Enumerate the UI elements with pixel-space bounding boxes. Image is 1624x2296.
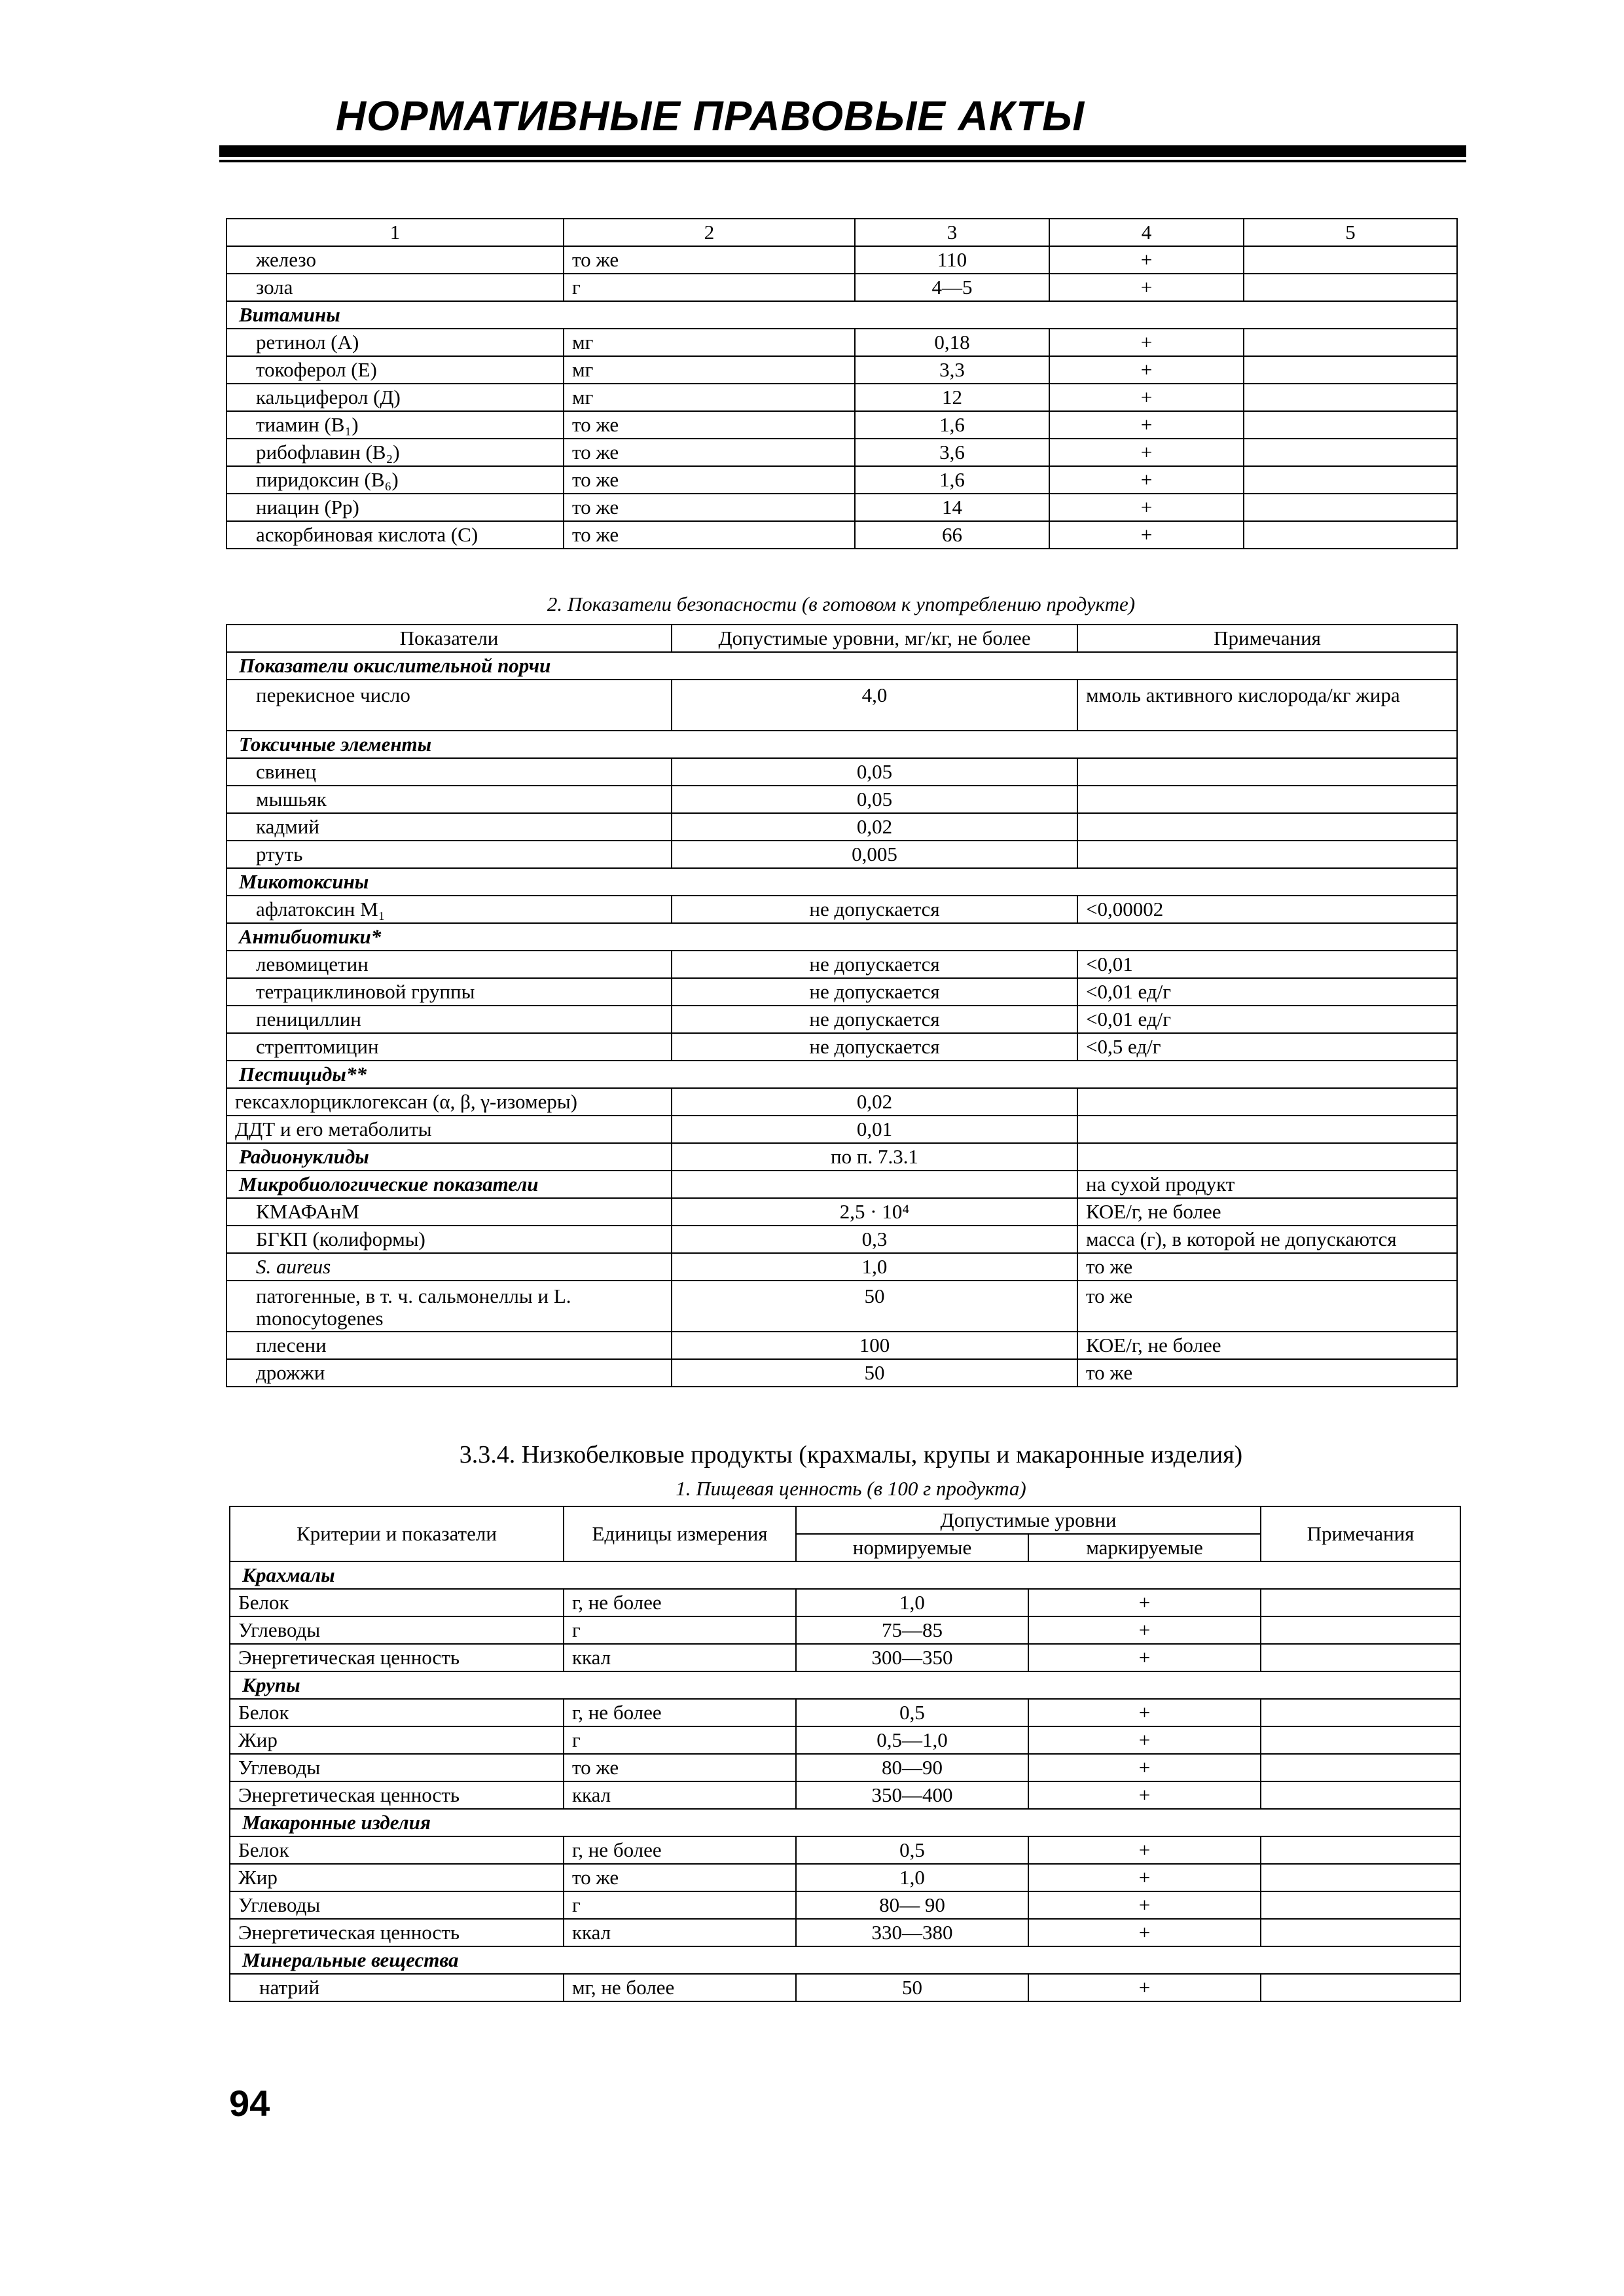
table-row <box>226 384 1457 411</box>
table-cell: + <box>1028 1726 1261 1754</box>
row-label-cell: зола <box>226 274 564 301</box>
row-label-cell: Углеводы <box>230 1616 564 1644</box>
section-label: Минеральные вещества <box>230 1946 1460 1974</box>
table-section-row <box>226 301 1457 329</box>
table-cell: то же <box>564 521 855 549</box>
table-cell <box>1261 1919 1460 1946</box>
table-cell: г <box>564 1616 796 1644</box>
nutrition-table-caption: 1. Пищевая ценность (в 100 г продукта) <box>676 1477 1026 1500</box>
section-title-3-3-4: 3.3.4. Низкобелковые продукты (крахмалы, крупы и макаронные изделия) <box>459 1441 1243 1468</box>
table-cell: то же <box>564 1754 796 1781</box>
table-cell: 12 <box>855 384 1049 411</box>
table-cell: 0,3 <box>672 1226 1077 1253</box>
table-cell: + <box>1028 1836 1261 1864</box>
table-cell: не допускается <box>672 978 1077 1006</box>
row-label-cell: Углеводы <box>230 1891 564 1919</box>
table-cell: 330—380 <box>796 1919 1028 1946</box>
column-header: 3 <box>855 219 1049 246</box>
table-cell: КОЕ/г, не более <box>1077 1332 1457 1359</box>
table-cell: 50 <box>672 1281 1077 1332</box>
table-cell: 50 <box>796 1974 1028 2001</box>
page-number: 94 <box>229 2083 270 2124</box>
table-header-row <box>230 1506 1460 1534</box>
table-cell: 1,6 <box>855 466 1049 494</box>
section-label: Витамины <box>226 301 1457 329</box>
table-cell: мг <box>564 356 855 384</box>
section-label: Токсичные элементы <box>226 731 1457 758</box>
table-cell: 110 <box>855 246 1049 274</box>
table-cell <box>672 1171 1077 1198</box>
table-cell <box>1077 1116 1457 1143</box>
table-section-row <box>226 731 1457 758</box>
table-row <box>226 841 1457 868</box>
table-cell <box>1261 1616 1460 1644</box>
table-row <box>226 896 1457 923</box>
row-label-cell: перекисное число <box>226 680 672 731</box>
table-cell <box>1077 786 1457 813</box>
table-cell: + <box>1049 329 1244 356</box>
table-row <box>226 356 1457 384</box>
column-header-units: Единицы измерения <box>564 1506 796 1561</box>
table-cell: + <box>1028 1891 1261 1919</box>
row-label-cell: ДДТ и его метаболиты <box>226 1116 672 1143</box>
table-cell: 0,18 <box>855 329 1049 356</box>
header-rule-thin <box>219 160 1466 162</box>
row-label-cell: тиамин (B₁) <box>226 411 564 439</box>
table-row <box>226 1143 1457 1171</box>
section-label: Макаронные изделия <box>230 1809 1460 1836</box>
row-label-cell: железо <box>226 246 564 274</box>
table-section-row <box>230 1809 1460 1836</box>
table-cell <box>1261 1781 1460 1809</box>
table-cell: г, не более <box>564 1699 796 1726</box>
table-row <box>226 813 1457 841</box>
table-cell: 14 <box>855 494 1049 521</box>
table-cell: ккал <box>564 1781 796 1809</box>
table-row <box>230 1891 1460 1919</box>
table-cell: + <box>1028 1644 1261 1671</box>
table-row <box>230 1974 1460 2001</box>
table-cell: то же <box>564 439 855 466</box>
row-label-cell: Энергетическая ценность <box>230 1644 564 1671</box>
table-section-row <box>226 923 1457 951</box>
section-label: Показатели окислительной порчи <box>226 652 1457 680</box>
table-row <box>226 521 1457 549</box>
table-cell: не допускается <box>672 1006 1077 1033</box>
table-cell: г <box>564 1891 796 1919</box>
column-header: 1 <box>226 219 564 246</box>
table-cell: + <box>1049 384 1244 411</box>
table-cell: ммоль активного кислорода/кг жира <box>1077 680 1457 731</box>
table-section-row <box>226 652 1457 680</box>
row-label-cell: КМАФАнМ <box>226 1198 672 1226</box>
table-cell: на сухой продукт <box>1077 1171 1457 1198</box>
table-row <box>230 1644 1460 1671</box>
table-cell: то же <box>1077 1281 1457 1332</box>
row-label-cell: свинец <box>226 758 672 786</box>
table-cell: 1,0 <box>672 1253 1077 1281</box>
table-cell <box>1244 356 1457 384</box>
column-header-criteria: Критерии и показатели <box>230 1506 564 1561</box>
table-cell: 80— 90 <box>796 1891 1028 1919</box>
section-label: Пестициды** <box>226 1061 1457 1088</box>
table-cell <box>1261 1726 1460 1754</box>
table-cell <box>1261 1891 1460 1919</box>
table-cell <box>1077 1143 1457 1171</box>
table-cell: 75—85 <box>796 1616 1028 1644</box>
table-row <box>230 1864 1460 1891</box>
table-cell <box>1261 1644 1460 1671</box>
table-cell: то же <box>564 466 855 494</box>
column-header: 5 <box>1244 219 1457 246</box>
row-label-cell: кальциферол (Д) <box>226 384 564 411</box>
table-row <box>230 1781 1460 1809</box>
table-cell <box>1244 384 1457 411</box>
table-cell: 0,5—1,0 <box>796 1726 1028 1754</box>
table-row <box>226 680 1457 731</box>
table-cell <box>1261 1864 1460 1891</box>
table-cell: + <box>1028 1754 1261 1781</box>
table-cell <box>1244 411 1457 439</box>
table-cell: 2,5 · 10⁴ <box>672 1198 1077 1226</box>
table-row <box>226 951 1457 978</box>
table-row <box>230 1919 1460 1946</box>
table-cell: то же <box>564 1864 796 1891</box>
table-row <box>226 329 1457 356</box>
row-label-cell: левомицетин <box>226 951 672 978</box>
table-cell: не допускается <box>672 896 1077 923</box>
table-cell: 0,5 <box>796 1699 1028 1726</box>
table-cell: 300—350 <box>796 1644 1028 1671</box>
table-row <box>226 466 1457 494</box>
section-label: Антибиотики* <box>226 923 1457 951</box>
table-cell <box>1261 1699 1460 1726</box>
table-cell <box>1077 841 1457 868</box>
table-cell: 0,05 <box>672 786 1077 813</box>
row-label-cell: стрептомицин <box>226 1033 672 1061</box>
table-cell: <0,01 ед/г <box>1077 978 1457 1006</box>
table-cell: 1,6 <box>855 411 1049 439</box>
column-header: Показатели <box>226 625 672 652</box>
table-header-row <box>226 219 1457 246</box>
table-row <box>226 786 1457 813</box>
table-row <box>226 978 1457 1006</box>
table-row <box>226 274 1457 301</box>
table-row <box>226 1116 1457 1143</box>
row-label-cell: кадмий <box>226 813 672 841</box>
table-cell: ккал <box>564 1644 796 1671</box>
table-row <box>226 1033 1457 1061</box>
safety-indicators-table <box>226 624 1458 1387</box>
table-cell: + <box>1028 1616 1261 1644</box>
row-label-cell: мышьяк <box>226 786 672 813</box>
column-header-labeled: маркируемые <box>1028 1534 1261 1561</box>
table-section-row <box>230 1946 1460 1974</box>
table-cell: то же <box>1077 1253 1457 1281</box>
row-label-cell: ртуть <box>226 841 672 868</box>
table-cell: 0,01 <box>672 1116 1077 1143</box>
table-row <box>226 1332 1457 1359</box>
table-cell: <0,01 <box>1077 951 1457 978</box>
table-cell: <0,5 ед/г <box>1077 1033 1457 1061</box>
table-cell: г <box>564 274 855 301</box>
table-section-row <box>226 868 1457 896</box>
table-cell: + <box>1028 1864 1261 1891</box>
row-label-cell: Углеводы <box>230 1754 564 1781</box>
table-cell: + <box>1049 274 1244 301</box>
table-cell: 66 <box>855 521 1049 549</box>
table-row <box>226 439 1457 466</box>
table-cell: + <box>1049 246 1244 274</box>
table-cell <box>1077 1088 1457 1116</box>
table-cell: 4,0 <box>672 680 1077 731</box>
table-cell <box>1261 1754 1460 1781</box>
table-cell: + <box>1028 1699 1261 1726</box>
table-section-row <box>230 1671 1460 1699</box>
row-label-cell: аскорбиновая кислота (С) <box>226 521 564 549</box>
table-row <box>226 1198 1457 1226</box>
table-cell <box>1261 1589 1460 1616</box>
row-label-cell: натрий <box>230 1974 564 2001</box>
row-label-cell: афлатоксин M₁ <box>226 896 672 923</box>
header-rule <box>219 145 1466 157</box>
table-row <box>226 1226 1457 1253</box>
row-label-cell: рибофлавин (B₂) <box>226 439 564 466</box>
table-cell: 1,0 <box>796 1589 1028 1616</box>
column-header-levels: Допустимые уровни <box>796 1506 1261 1534</box>
section-label: Микотоксины <box>226 868 1457 896</box>
table-cell: 0,05 <box>672 758 1077 786</box>
table-row <box>226 1359 1457 1387</box>
table-row <box>226 1006 1457 1033</box>
table-row <box>230 1589 1460 1616</box>
table-cell: + <box>1049 411 1244 439</box>
table-cell <box>1244 274 1457 301</box>
table-row <box>226 758 1457 786</box>
table-cell <box>1244 494 1457 521</box>
table-cell: + <box>1028 1919 1261 1946</box>
table-row <box>226 494 1457 521</box>
row-label-cell: ретинол (А) <box>226 329 564 356</box>
row-label-cell: БГКП (колиформы) <box>226 1226 672 1253</box>
row-label-cell: Жир <box>230 1726 564 1754</box>
table-row <box>230 1726 1460 1754</box>
table-header-row <box>226 625 1457 652</box>
table-cell: + <box>1028 1589 1261 1616</box>
table-section-row <box>226 1061 1457 1088</box>
table-cell <box>1244 329 1457 356</box>
row-label-cell: плесени <box>226 1332 672 1359</box>
column-header-normed: нормируемые <box>796 1534 1028 1561</box>
column-header: 2 <box>564 219 855 246</box>
low-protein-products-table <box>229 1506 1461 2002</box>
table-cell: г, не более <box>564 1589 796 1616</box>
table-cell: 3,6 <box>855 439 1049 466</box>
table-cell: <0,01 ед/г <box>1077 1006 1457 1033</box>
row-label-cell: Радионуклиды <box>226 1143 672 1171</box>
table-cell: 0,5 <box>796 1836 1028 1864</box>
section-label: Крахмалы <box>230 1561 1460 1589</box>
table-cell: + <box>1049 356 1244 384</box>
table-cell: КОЕ/г, не более <box>1077 1198 1457 1226</box>
table-cell: масса (г), в которой не допускаются <box>1077 1226 1457 1253</box>
table-row <box>226 1088 1457 1116</box>
table-cell: то же <box>564 494 855 521</box>
row-label-cell: S. aureus <box>226 1253 672 1281</box>
row-label-cell: пенициллин <box>226 1006 672 1033</box>
table-cell: г, не более <box>564 1836 796 1864</box>
nutrition-table-continued <box>226 218 1458 549</box>
table-row <box>230 1754 1460 1781</box>
table-cell: мг, не более <box>564 1974 796 2001</box>
row-label-cell: дрожжи <box>226 1359 672 1387</box>
table-cell: 350—400 <box>796 1781 1028 1809</box>
table-cell: + <box>1049 494 1244 521</box>
table-cell: 50 <box>672 1359 1077 1387</box>
row-label-cell: Белок <box>230 1836 564 1864</box>
table-cell: по п. 7.3.1 <box>672 1143 1077 1171</box>
table-cell: 0,02 <box>672 1088 1077 1116</box>
table-cell: 0,02 <box>672 813 1077 841</box>
table-cell: то же <box>1077 1359 1457 1387</box>
row-label-cell: Белок <box>230 1589 564 1616</box>
row-label-cell: патогенные, в т. ч. сальмонеллы и L. monocytogenes <box>226 1281 672 1332</box>
table-cell <box>1261 1974 1460 2001</box>
row-label-cell: токоферол (Е) <box>226 356 564 384</box>
table-row <box>230 1836 1460 1864</box>
table-cell: <0,00002 <box>1077 896 1457 923</box>
row-label-cell: Белок <box>230 1699 564 1726</box>
table-row <box>226 411 1457 439</box>
table-row <box>230 1616 1460 1644</box>
table-cell <box>1244 521 1457 549</box>
page-header-title: НОРМАТИВНЫЕ ПРАВОВЫЕ АКТЫ <box>335 92 1085 139</box>
table-cell: не допускается <box>672 1033 1077 1061</box>
row-label-cell: тетрациклиновой группы <box>226 978 672 1006</box>
table-cell: + <box>1049 439 1244 466</box>
column-header: Допустимые уровни, мг/кг, не более <box>672 625 1077 652</box>
table-cell: 100 <box>672 1332 1077 1359</box>
table-cell <box>1261 1836 1460 1864</box>
table-cell: + <box>1049 521 1244 549</box>
table-row <box>226 1281 1457 1332</box>
table-row <box>226 1171 1457 1198</box>
row-label-cell: гексахлорциклогексан (α, β, γ-изомеры) <box>226 1088 672 1116</box>
table-row <box>226 246 1457 274</box>
table-row <box>226 1253 1457 1281</box>
column-header: 4 <box>1049 219 1244 246</box>
table-cell: + <box>1049 466 1244 494</box>
row-label-cell: пиридоксин (B₆) <box>226 466 564 494</box>
table-cell: + <box>1028 1974 1261 2001</box>
column-header-notes: Примечания <box>1261 1506 1460 1561</box>
table-cell: + <box>1028 1781 1261 1809</box>
table-cell: ккал <box>564 1919 796 1946</box>
table-cell <box>1077 758 1457 786</box>
table-cell: г <box>564 1726 796 1754</box>
safety-table-caption: 2. Показатели безопасности (в готовом к употреблению продукте) <box>547 592 1136 615</box>
table-cell: 1,0 <box>796 1864 1028 1891</box>
table-cell: не допускается <box>672 951 1077 978</box>
section-label: Крупы <box>230 1671 1460 1699</box>
table-cell: мг <box>564 329 855 356</box>
table-section-row <box>230 1561 1460 1589</box>
row-label-cell: Энергетическая ценность <box>230 1781 564 1809</box>
row-label-cell: Жир <box>230 1864 564 1891</box>
table-cell <box>1244 439 1457 466</box>
column-header: Примечания <box>1077 625 1457 652</box>
table-row <box>230 1699 1460 1726</box>
table-cell: то же <box>564 411 855 439</box>
table-cell: 4—5 <box>855 274 1049 301</box>
table-cell: 3,3 <box>855 356 1049 384</box>
table-cell: то же <box>564 246 855 274</box>
table-cell: 0,005 <box>672 841 1077 868</box>
row-label-cell: ниацин (Pp) <box>226 494 564 521</box>
row-label-cell: Энергетическая ценность <box>230 1919 564 1946</box>
table-cell <box>1244 246 1457 274</box>
table-cell: 80—90 <box>796 1754 1028 1781</box>
table-cell <box>1244 466 1457 494</box>
table-cell <box>1077 813 1457 841</box>
row-label-cell: Микробиологические показатели <box>226 1171 672 1198</box>
table-cell: мг <box>564 384 855 411</box>
